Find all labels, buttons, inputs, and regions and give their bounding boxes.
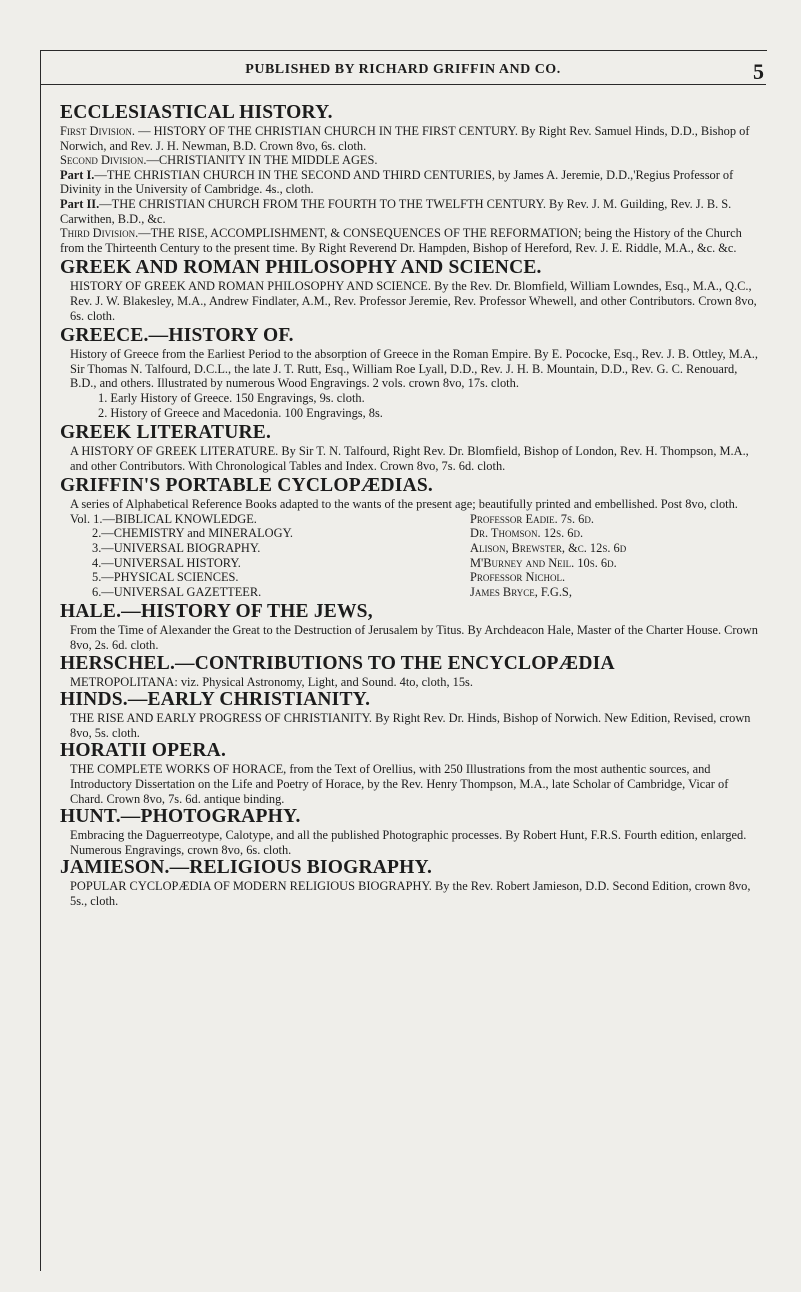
section-heading: HORATII OPERA. [60, 740, 227, 762]
entry-text: THE RISE AND EARLY PROGRESS OF CHRISTIANITY. By Right Rev. Dr. Hinds, Bishop of Norwich. New Edition, Revised, crown 8vo, 5s. cloth. [70, 711, 751, 740]
page-header [40, 60, 766, 85]
volume-title: 5.—PHYSICAL SCIENCES. [92, 570, 239, 585]
volume-title: 3.—UNIVERSAL BIOGRAPHY. [92, 541, 261, 556]
volume-title: Vol. 1.—BIBLICAL KNOWLEDGE. [70, 511, 257, 526]
division-label: Third Division. [60, 226, 139, 241]
entry-text: History of Greece from the Earliest Period to the absorption of Greece in the Roman Empire. By E. Pococke, Esq., Rev. J. B. Ottley, M.A., Sir Thomas N. Talfourd, D.C.L., the late J. T. Rutt, Esq., William Roe Lyall, D.D., Rev. J. H. B. Mountain, D.D., Rev. G. C. Renouard, B.D., and others. Illustrated by numerous Wood Engravings. 2 vols. crown 8vo, 17s. cloth. [70, 347, 758, 391]
volume-title: 2.—CHEMISTRY and MINERALOGY. [92, 526, 294, 541]
section-heading: JAMIESON.—RELIGIOUS BIOGRAPHY. [60, 857, 433, 879]
volume-row [60, 556, 760, 571]
section-heading: GREEK LITERATURE. [60, 422, 272, 444]
section-jamieson [60, 857, 760, 908]
entry-text: POPULAR CYCLOPÆDIA OF MODERN RELIGIOUS BIOGRAPHY. By the Rev. Robert Jamieson, D.D. Second Edition, crown 8vo, 5s., cloth. [70, 879, 751, 908]
section-greek-literature [60, 422, 760, 473]
volume-author: Professor Eadie. 7s. 6d. [470, 511, 594, 526]
entry-text: Embracing the Daguerreotype, Calotype, and all the published Photographic processes. By Robert Hunt, F.R.S. Fourth edition, enlarged. Numerous Engravings, crown 8vo, 6s. cloth. [70, 828, 747, 857]
division-label: First Division. [60, 124, 136, 138]
section-griffins-cyclopaedias [60, 475, 760, 599]
entry-text: THE COMPLETE WORKS OF HORACE, from the Text of Orellius, with 250 Illustrations from the most authentic sources, and Introductory Dissertation on the Life and Poetry of Horace, by the Rev. Henry Thompson, M.A., late Scholar of Cambridge, Vicar of Chard. Crown 8vo, 7s. 6d. antique binding. [70, 762, 729, 806]
entry-text: —CHRISTIANITY IN THE MIDDLE AGES. [146, 153, 378, 168]
section-herschel [60, 653, 760, 690]
entry-text: —THE CHRISTIAN CHURCH FROM THE FOURTH TO THE TWELFTH CENTURY. By Rev. J. M. Guilding, Rev. J. B. S. Carwithen, B.D., &c. [60, 196, 732, 226]
entry-text: METROPOLITANA: viz. Physical Astronomy, Light, and Sound. 4to, cloth, 15s. [70, 674, 473, 689]
page-number: 5 [753, 59, 764, 84]
volume-row [60, 512, 760, 527]
volume-author: James Bryce, F.G.S, [470, 584, 572, 599]
entry-text: —THE RISE, ACCOMPLISHMENT, & CONSEQUENCES OF THE REFORMATION; being the History of the Church from the Thirteenth Century to the present time. By Right Reverend Dr. Hampden, Bishop of Hereford, Rev. J. E. Riddle, M.A., &c. &c. [60, 226, 742, 255]
entry-text: A HISTORY OF GREEK LITERATURE. By Sir T. N. Talfourd, Right Rev. Dr. Blomfield, Bishop of London, Rev. H. Thompson, M.A., and other Contributors. With Chronological Tables and Index. Crown 8vo, 7s. 6d. cloth. [70, 444, 749, 473]
section-greek-roman-philosophy [60, 257, 760, 323]
entry-text: A series of Alphabetical Reference Books adapted to the wants of the present age; beautifully printed and embellished. Post 8vo, cloth. [70, 497, 738, 512]
section-heading: GRIFFIN'S PORTABLE CYCLOPÆDIAS. [60, 475, 433, 497]
section-hale [60, 601, 760, 652]
list-item: 1. Early History of Greece. 150 Engravings, 9s. cloth. [98, 390, 365, 405]
entry-text: From the Time of Alexander the Great to the Destruction of Jerusalem by Titus. By Archdeacon Hale, Master of the Charter House. Crown 8vo, 2s. 6d. cloth. [70, 623, 758, 653]
entry-part-2 [60, 197, 760, 226]
volume-author: Alison, Brewster, &c. 12s. 6d [470, 541, 627, 556]
section-heading: HINDS.—EARLY CHRISTIANITY. [60, 689, 371, 711]
list-item: 2. History of Greece and Macedonia. 100 Engravings, 8s. [98, 405, 383, 420]
division-label: Second Division. [60, 153, 147, 168]
volume-row [60, 526, 760, 541]
section-heading: GREEK AND ROMAN PHILOSOPHY AND SCIENCE. [60, 257, 542, 279]
entry-second-division [60, 153, 760, 168]
section-hunt [60, 806, 760, 857]
section-hinds [60, 689, 760, 740]
section-heading: HALE.—HISTORY OF THE JEWS, [60, 601, 373, 623]
volume-title: 6.—UNIVERSAL GAZETTEER. [92, 584, 262, 599]
entry-text: — HISTORY OF THE CHRISTIAN CHURCH IN THE FIRST CENTURY. By Right Rev. Samuel Hinds, D.D., Bishop of Norwich, and Rev. J. H. Newman, B.D. Crown 8vo, 6s. cloth. [60, 124, 750, 153]
section-heading: GREECE.—HISTORY OF. [60, 325, 294, 347]
entry-text: —THE CHRISTIAN CHURCH IN THE SECOND AND THIRD CENTURIES, by James A. Jeremie, D.D.,'Regius Professor of Divinity in the University of Cambridge. 4s., cloth. [60, 167, 734, 197]
volume-row [60, 585, 760, 600]
part-label: Part I. [60, 167, 95, 182]
entry-text: HISTORY OF GREEK AND ROMAN PHILOSOPHY AND SCIENCE. By the Rev. Dr. Blomfield, William Lowndes, Esq., M.A., Q.C., Rev. J. W. Blakesley, M.A., Andrew Findlater, A.M., Rev. Professor Jeremie, Rev. Professor Whewell, and other Contributors. Crown 8vo, 6s. cloth. [70, 279, 757, 323]
volume-title: 4.—UNIVERSAL HISTORY. [92, 555, 241, 570]
entry-first-division [60, 124, 760, 153]
volume-author: M'Burney and Neil. 10s. 6d. [470, 555, 617, 570]
section-heading: HERSCHEL.—CONTRIBUTIONS TO THE ENCYCLOPÆDIA [60, 652, 615, 674]
volume-author: Dr. Thomson. 12s. 6d. [470, 526, 584, 541]
volume-row [60, 570, 760, 585]
entry-third-division [60, 226, 760, 255]
header-title: PUBLISHED BY RICHARD GRIFFIN AND CO. [245, 62, 561, 77]
section-greece [60, 325, 760, 420]
part-label: Part II. [60, 196, 100, 211]
section-heading: ECCLESIASTICAL HISTORY. [60, 102, 333, 123]
section-ecclesiastical [60, 102, 760, 255]
volume-author: Professor Nichol. [470, 570, 566, 585]
catalogue-content [60, 102, 760, 909]
entry-part-1 [60, 168, 760, 197]
volume-row [60, 541, 760, 556]
section-horatii [60, 740, 760, 806]
section-heading: HUNT.—PHOTOGRAPHY. [60, 806, 301, 828]
